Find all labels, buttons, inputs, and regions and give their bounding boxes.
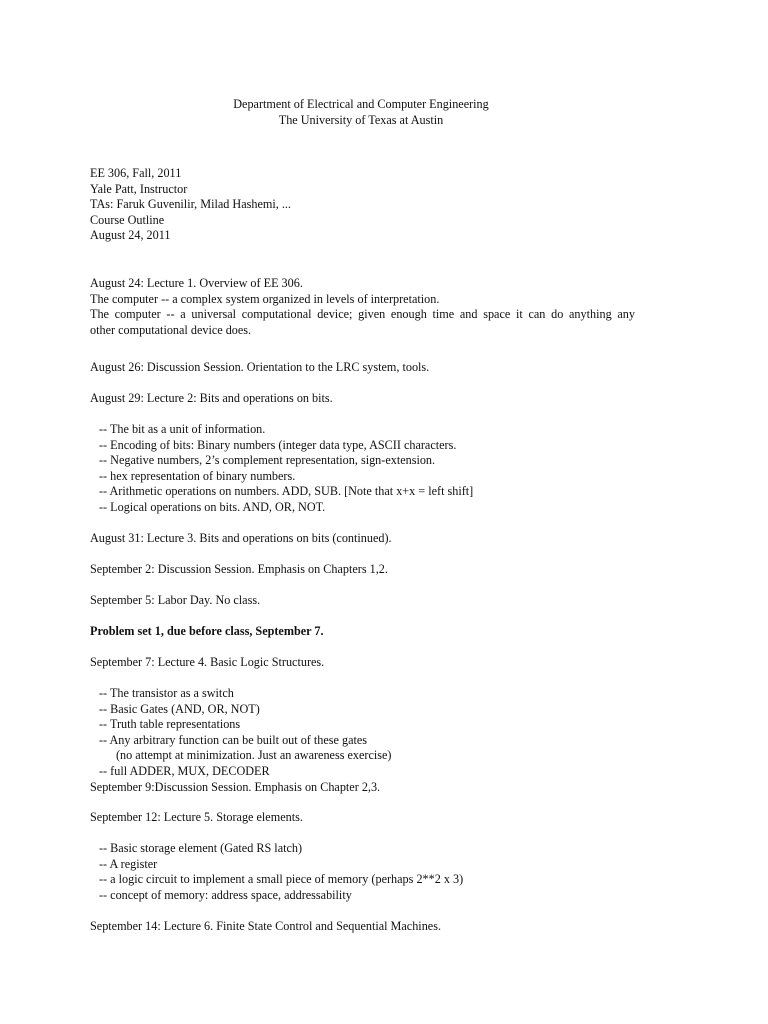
list-item: -- Arithmetic operations on numbers. ADD, SUB. [Note that x+x = left shift]: [99, 484, 474, 499]
instructor-line: Yale Patt, Instructor: [90, 181, 188, 196]
sep7-topics: [90, 686, 644, 780]
entry-title: August 26: Discussion Session. Orientation to the LRC system, tools.: [90, 360, 430, 374]
list-item: -- Any arbitrary function can be built out of these gates: [99, 732, 368, 747]
entry-text: The computer -- a universal computational device; given enough time and space it can do anything any: [90, 307, 635, 322]
outline-date-line: August 24, 2011: [90, 228, 171, 243]
list-item: -- A register: [99, 856, 158, 871]
list-item: -- a logic circuit to implement a small piece of memory (perhaps 2**2 x 3): [99, 872, 464, 887]
aug29-topics: [90, 422, 644, 516]
entry-title: August 24: Lecture 1. Overview of EE 306.: [90, 276, 303, 290]
list-item: -- Negative numbers, 2’s complement representation, sign-extension.: [99, 453, 436, 468]
entry-aug31: [90, 531, 635, 547]
course-outline-line: Course Outline: [90, 212, 165, 227]
entry-title: September 12: Lecture 5. Storage elements.: [90, 810, 303, 824]
list-item: -- full ADDER, MUX, DECODER: [99, 763, 270, 778]
entry-aug26: [90, 360, 635, 376]
entry-sep2: [90, 562, 635, 578]
sep12-topics: [90, 841, 644, 903]
entry-title: September 5: Labor Day. No class.: [90, 593, 261, 607]
entry-title: September 7: Lecture 4. Basic Logic Structures.: [90, 655, 325, 669]
university-name: The University of Texas at Austin: [278, 112, 444, 127]
entry-text: other computational device does.: [90, 322, 252, 337]
problem-set-line: Problem set 1, due before class, September 7.: [90, 624, 324, 638]
entry-sep12: [90, 810, 635, 826]
entry-text: The computer -- a complex system organized in levels of interpretation.: [90, 291, 440, 306]
list-item-note: (no attempt at minimization. Just an awareness exercise): [116, 748, 392, 763]
list-item: -- The transistor as a switch: [99, 686, 234, 700]
entry-sep9: [90, 780, 635, 796]
department-name: Department of Electrical and Computer Engineering: [233, 97, 489, 111]
entry-sep5: [90, 593, 635, 609]
entry-sep14: [90, 919, 635, 935]
tas-line: TAs: Faruk Guvenilir, Milad Hashemi, ...: [90, 197, 291, 212]
entry-sep7: [90, 655, 635, 671]
entry-title: August 29: Lecture 2: Bits and operations on bits.: [90, 391, 333, 405]
entry-title: September 9:Discussion Session. Emphasis on Chapter 2,3.: [90, 780, 381, 794]
entry-title: August 31: Lecture 3. Bits and operations on bits (continued).: [90, 531, 392, 545]
list-item: -- Logical operations on bits. AND, OR, NOT.: [99, 499, 326, 514]
list-item: -- hex representation of binary numbers.: [99, 468, 296, 483]
list-item: -- The bit as a unit of information.: [99, 422, 266, 436]
document-header: [0, 97, 722, 128]
course-info: [90, 166, 635, 244]
list-item: -- Basic storage element (Gated RS latch): [99, 841, 303, 855]
entry-aug24: [90, 276, 635, 338]
problem-set-notice: [90, 624, 635, 640]
entry-title: September 14: Lecture 6. Finite State Control and Sequential Machines.: [90, 919, 441, 933]
list-item: -- concept of memory: address space, addressability: [99, 887, 352, 902]
list-item: -- Encoding of bits: Binary numbers (integer data type, ASCII characters.: [99, 437, 457, 452]
entry-title: September 2: Discussion Session. Emphasis on Chapters 1,2.: [90, 562, 388, 576]
list-item: -- Truth table representations: [99, 717, 241, 732]
entry-aug29: [90, 391, 635, 407]
course-code-line: EE 306, Fall, 2011: [90, 166, 182, 180]
list-item: -- Basic Gates (AND, OR, NOT): [99, 701, 260, 716]
